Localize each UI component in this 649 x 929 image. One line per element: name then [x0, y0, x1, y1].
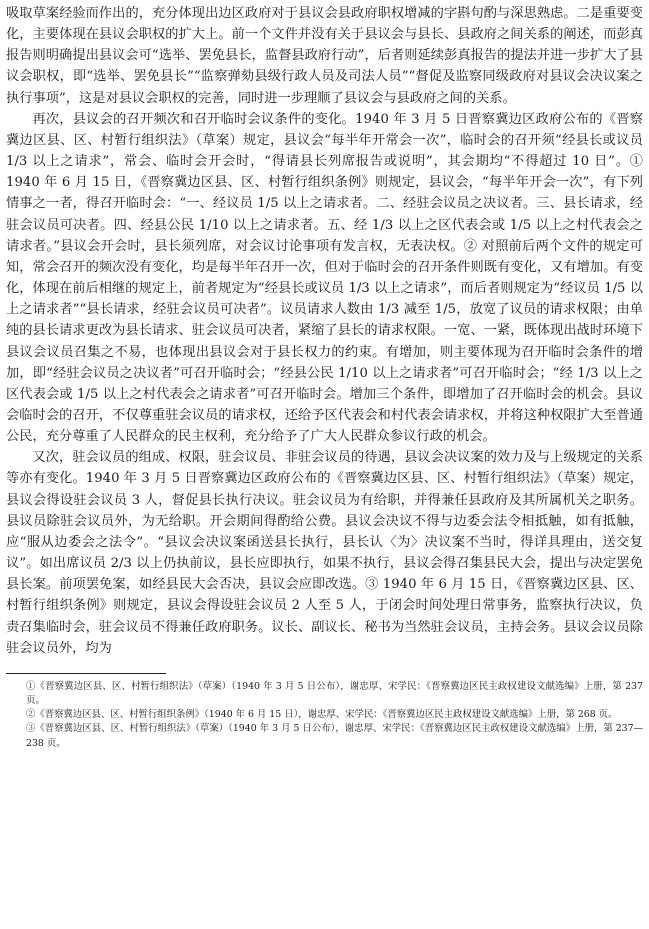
footnote-1: ①《晋察冀边区县、区、村暂行组织法》（草案）（1940 年 3 月 5 日公布），谢忠厚、宋学民：《晋察冀边区民主政权建设文献选编》上册，第 237 页。: [26, 680, 643, 707]
footnote-3: ③《晋察冀边区县、区、村暂行组织法》（草案）（1940 年 3 月 5 日公布），谢忠厚、宋学民：《晋察冀边区民主政权建设文献选编》上册，第 237—238 页。: [26, 723, 643, 749]
footnote-2: ②《晋察冀边区县、区、村暂行组织条例》（1940 年 6 月 15 日），谢忠厚、宋学民：《晋察冀边区民主政权建设文献选编》上册，第 268 页。: [26, 709, 618, 721]
document-page: [6, 3, 643, 751]
body-paragraph-2: 再次，县议会的召开频次和召开临时会议条件的变化。1940 年 3 月 5 日晋察冀边区政府公布的《晋察冀边区县、区、村暂行组织法》（草案）规定，县议会“每半年开常会一次”，临时会的召开须“经县长或议员 1/3 以上之请求”，常会、临时会开会时，“得请县长列席报告或说明”，其会期均“不得超过 10 日”。① 1940 年 6 月 15 日，《晋察冀边区县、区、村暂行组织条例》则规定，县议会，“每半年开会一次”，有下列情事之一者，得召开临时会：“一、经议员 1/5 以上之请求者。二、经驻会议员之决议者。三、县长请求，经驻会议员可决者。四、经县公民 1/10 以上之请求者。五、经 1/3 以上之区代表会或 1/5 以上之村代表会之请求者。”县议会开会时，县长须列席，对会议讨论事项有发言权，无表决权。② 对照前后两个文件的规定可知，常会召开的频次没有变化，均是每半年召开一次，但对于临时会的召开条件则既有变化，又有增加。有变化，体现在前后相继的规定上，前者规定为“经县长或议员 1/3 以上之请求”，而后者则规定为“经议员 1/5 以上之请求者”“县长请求，经驻会议员可决者”。议员请求人数由 1/3 减至 1/5，放宽了议员的请求权限；由单纯的县长请求更改为县长请求、驻会议员可决者，紧缩了县长的请求权限。一宽、一紧，既体现出战时环境下县议会议员召集之不易，也体现出县议会对于县长权力的约束。有增加，则主要体现为召开临时会条件的增加，即“经驻会议员之决议者”可召开临时会；“经县公民 1/10 以上之请求者”可召开临时会；“经 1/3 以上之区代表会或 1/5 以上之村代表会之请求者”可召开临时会。增加三个条件，即增加了召开临时会的机会。县议会临时会的召开，不仅尊重驻会议员的请求权，还给予区代表会和村代表会请求权，并将这种权限扩大至普通公民，充分尊重了人民群众的民主权利，充分给予了广大人民群众参议行政的机会。: [6, 111, 643, 445]
body-paragraph-1: 吸取草案经验而作出的，充分体现出边区政府对于县议会县政府职权增减的字斟句酌与深思熟虑。二是重要变化，主要体现在县议会职权的扩大上。前一个文件并没有关于县议会与县长、县政府之间关系的阐述，而彭真报告则明确提出县议会可“选举、罢免县长，监督县政府行动”，后者则延续彭真报告的提法并进一步扩大了县议会职权，即“选举、罢免县长”“监察弹劾县级行政人员及司法人员”“督促及监察同级政府对县议会决议案之执行事项”，这是对县议会职权的完善，同时进一步理顺了县议会与县政府之间的关系。: [6, 6, 643, 106]
body-paragraph-3: 又次，驻会议员的组成、权限，驻会议员、非驻会议员的待遇，县议会决议案的效力及与上级规定的关系等亦有变化。1940 年 3 月 5 日晋察冀边区政府公布的《晋察冀边区县、区、村暂行组织法》（草案）规定，县议会得设驻会议员 3 人，督促县长执行决议。驻会议员为有给职，并得兼任县政府及其所属机关之职务。县议员除驻会议员外，为无给职。开会期间得酌给公费。县议会决议不得与边委会法令相抵触，如有抵触，应“服从边委会之法令”。“县议会决议案函送县长执行，县长认〈为〉决议案不当时，得详具理由，送交复议”。如出席议员 2/3 以上仍执前议，县长应即执行，如果不执行，县议会得召集县民大会，提出与决定罢免县长案。前项罢免案，如经县民大会否决，县议会应即改选。③ 1940 年 6 月 15 日，《晋察冀边区县、区、村暂行组织条例》则规定，县议会得设驻会议员 2 人至 5 人，于闭会时间处理日常事务，监察执行决议，负责召集临时会，驻会议员不得兼任政府职务。议长、副议长、秘书为当然驻会议员，主持会务。县议会议员除驻会议员外，均为: [6, 450, 643, 656]
footnote-divider: [6, 673, 166, 674]
